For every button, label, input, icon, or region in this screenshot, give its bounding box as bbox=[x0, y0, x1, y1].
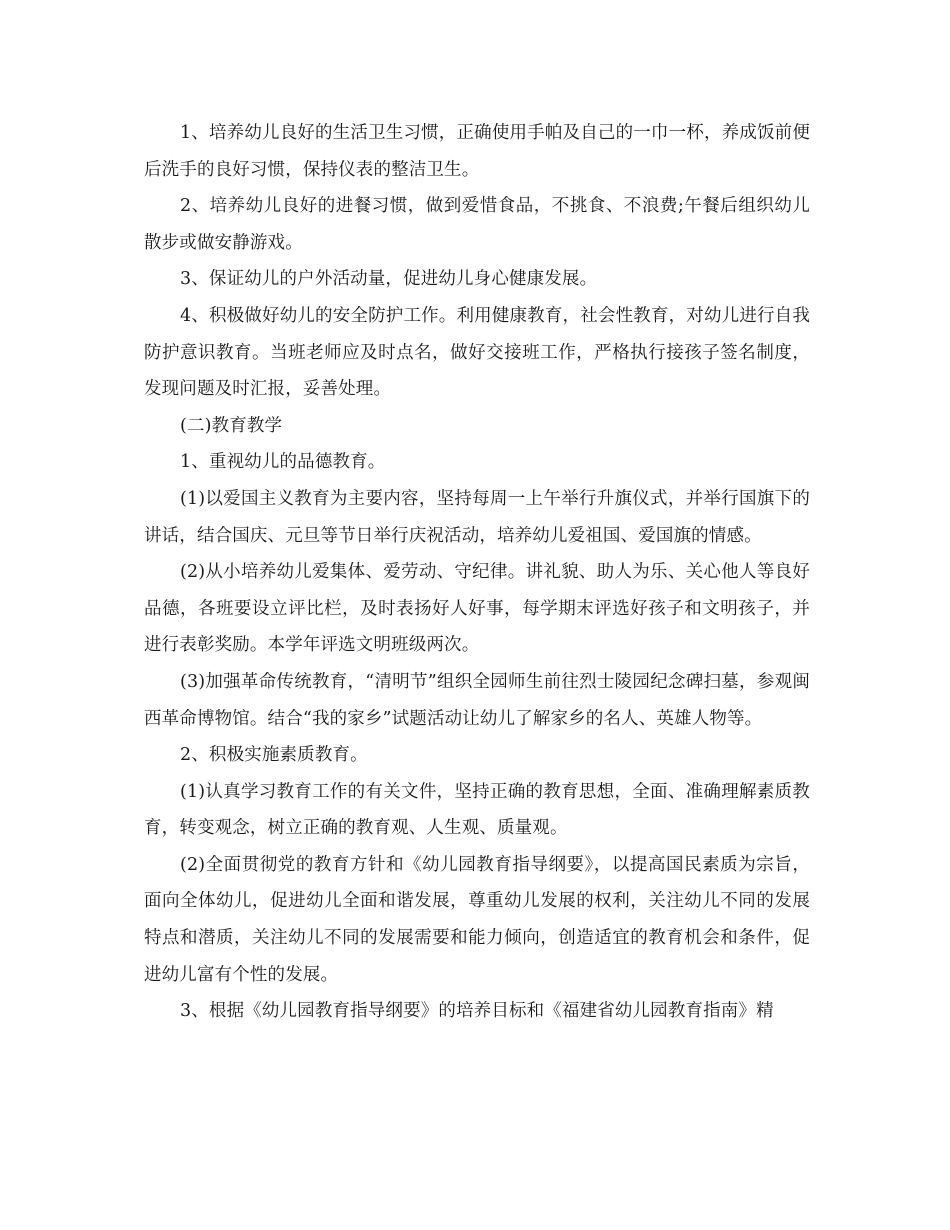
paragraph-outdoor-activity: 3、保证幼儿的户外活动量，促进幼儿身心健康发展。 bbox=[180, 269, 598, 290]
paragraph-patriotic-education: (1)以爱国主义教育为主要内容，坚持每周一上午举行升旗仪式，并举行国旗下的讲话，结合国庆、元旦等节日举行庆祝活动，培养幼儿爱祖国、爱国旗的情感。 bbox=[144, 488, 810, 546]
paragraph-study-documents: (1)认真学习教育工作的有关文件，坚持正确的教育思想，全面、准确理解素质教育，转变观念，树立正确的教育观、人生观、质量观。 bbox=[144, 781, 810, 839]
paragraph-education-policy: (2)全面贯彻党的教育方针和《幼儿园教育指导纲要》，以提高国民素质为宗旨，面向全体幼儿，促进幼儿全面和谐发展，尊重幼儿发展的权利，关注幼儿不同的发展特点和潜质，关注幼儿不同的发展需要和能力倾向，创造适宜的教育机会和条件，促进幼儿富有个性的发展。 bbox=[144, 854, 810, 985]
document-body bbox=[144, 115, 810, 1030]
paragraph-moral-education: 1、重视幼儿的品德教育。 bbox=[180, 452, 386, 473]
paragraph-training-goals: 3、根据《幼儿园教育指导纲要》的培养目标和《福建省幼儿园教育指南》精 bbox=[180, 1001, 774, 1022]
paragraph-revolutionary-tradition: (3)加强革命传统教育，“清明节”组织全园师生前往烈士陵园纪念碑扫墓，参观闽西革命博物馆。结合“我的家乡”试题活动让幼儿了解家乡的名人、英雄人物等。 bbox=[144, 671, 810, 729]
paragraph-dining-habits: 2、培养幼儿良好的进餐习惯，做到爱惜食品，不挑食、不浪费;午餐后组织幼儿散步或做安静游戏。 bbox=[144, 196, 810, 253]
paragraph-collective-spirit: (2)从小培养幼儿爱集体、爱劳动、守纪律。讲礼貌、助人为乐、关心他人等良好品德，各班要设立评比栏，及时表扬好人好事，每学期末评选好孩子和文明孩子，并进行表彰奖励。本学年评选文明班级两次。 bbox=[144, 562, 810, 656]
paragraph-quality-education: 2、积极实施素质教育。 bbox=[180, 745, 368, 766]
paragraph-hygiene-habits: 1、培养幼儿良好的生活卫生习惯，正确使用手帕及自己的一巾一杯，养成饭前便后洗手的良好习惯，保持仪表的整洁卫生。 bbox=[144, 123, 810, 180]
paragraph-safety-protection: 4、积极做好幼儿的安全防护工作。利用健康教育，社会性教育，对幼儿进行自我防护意识教育。当班老师应及时点名，做好交接班工作，严格执行接孩子签名制度，发现问题及时汇报，妥善处理。 bbox=[144, 305, 810, 400]
section-heading-education-teaching: (二)教育教学 bbox=[180, 415, 283, 436]
